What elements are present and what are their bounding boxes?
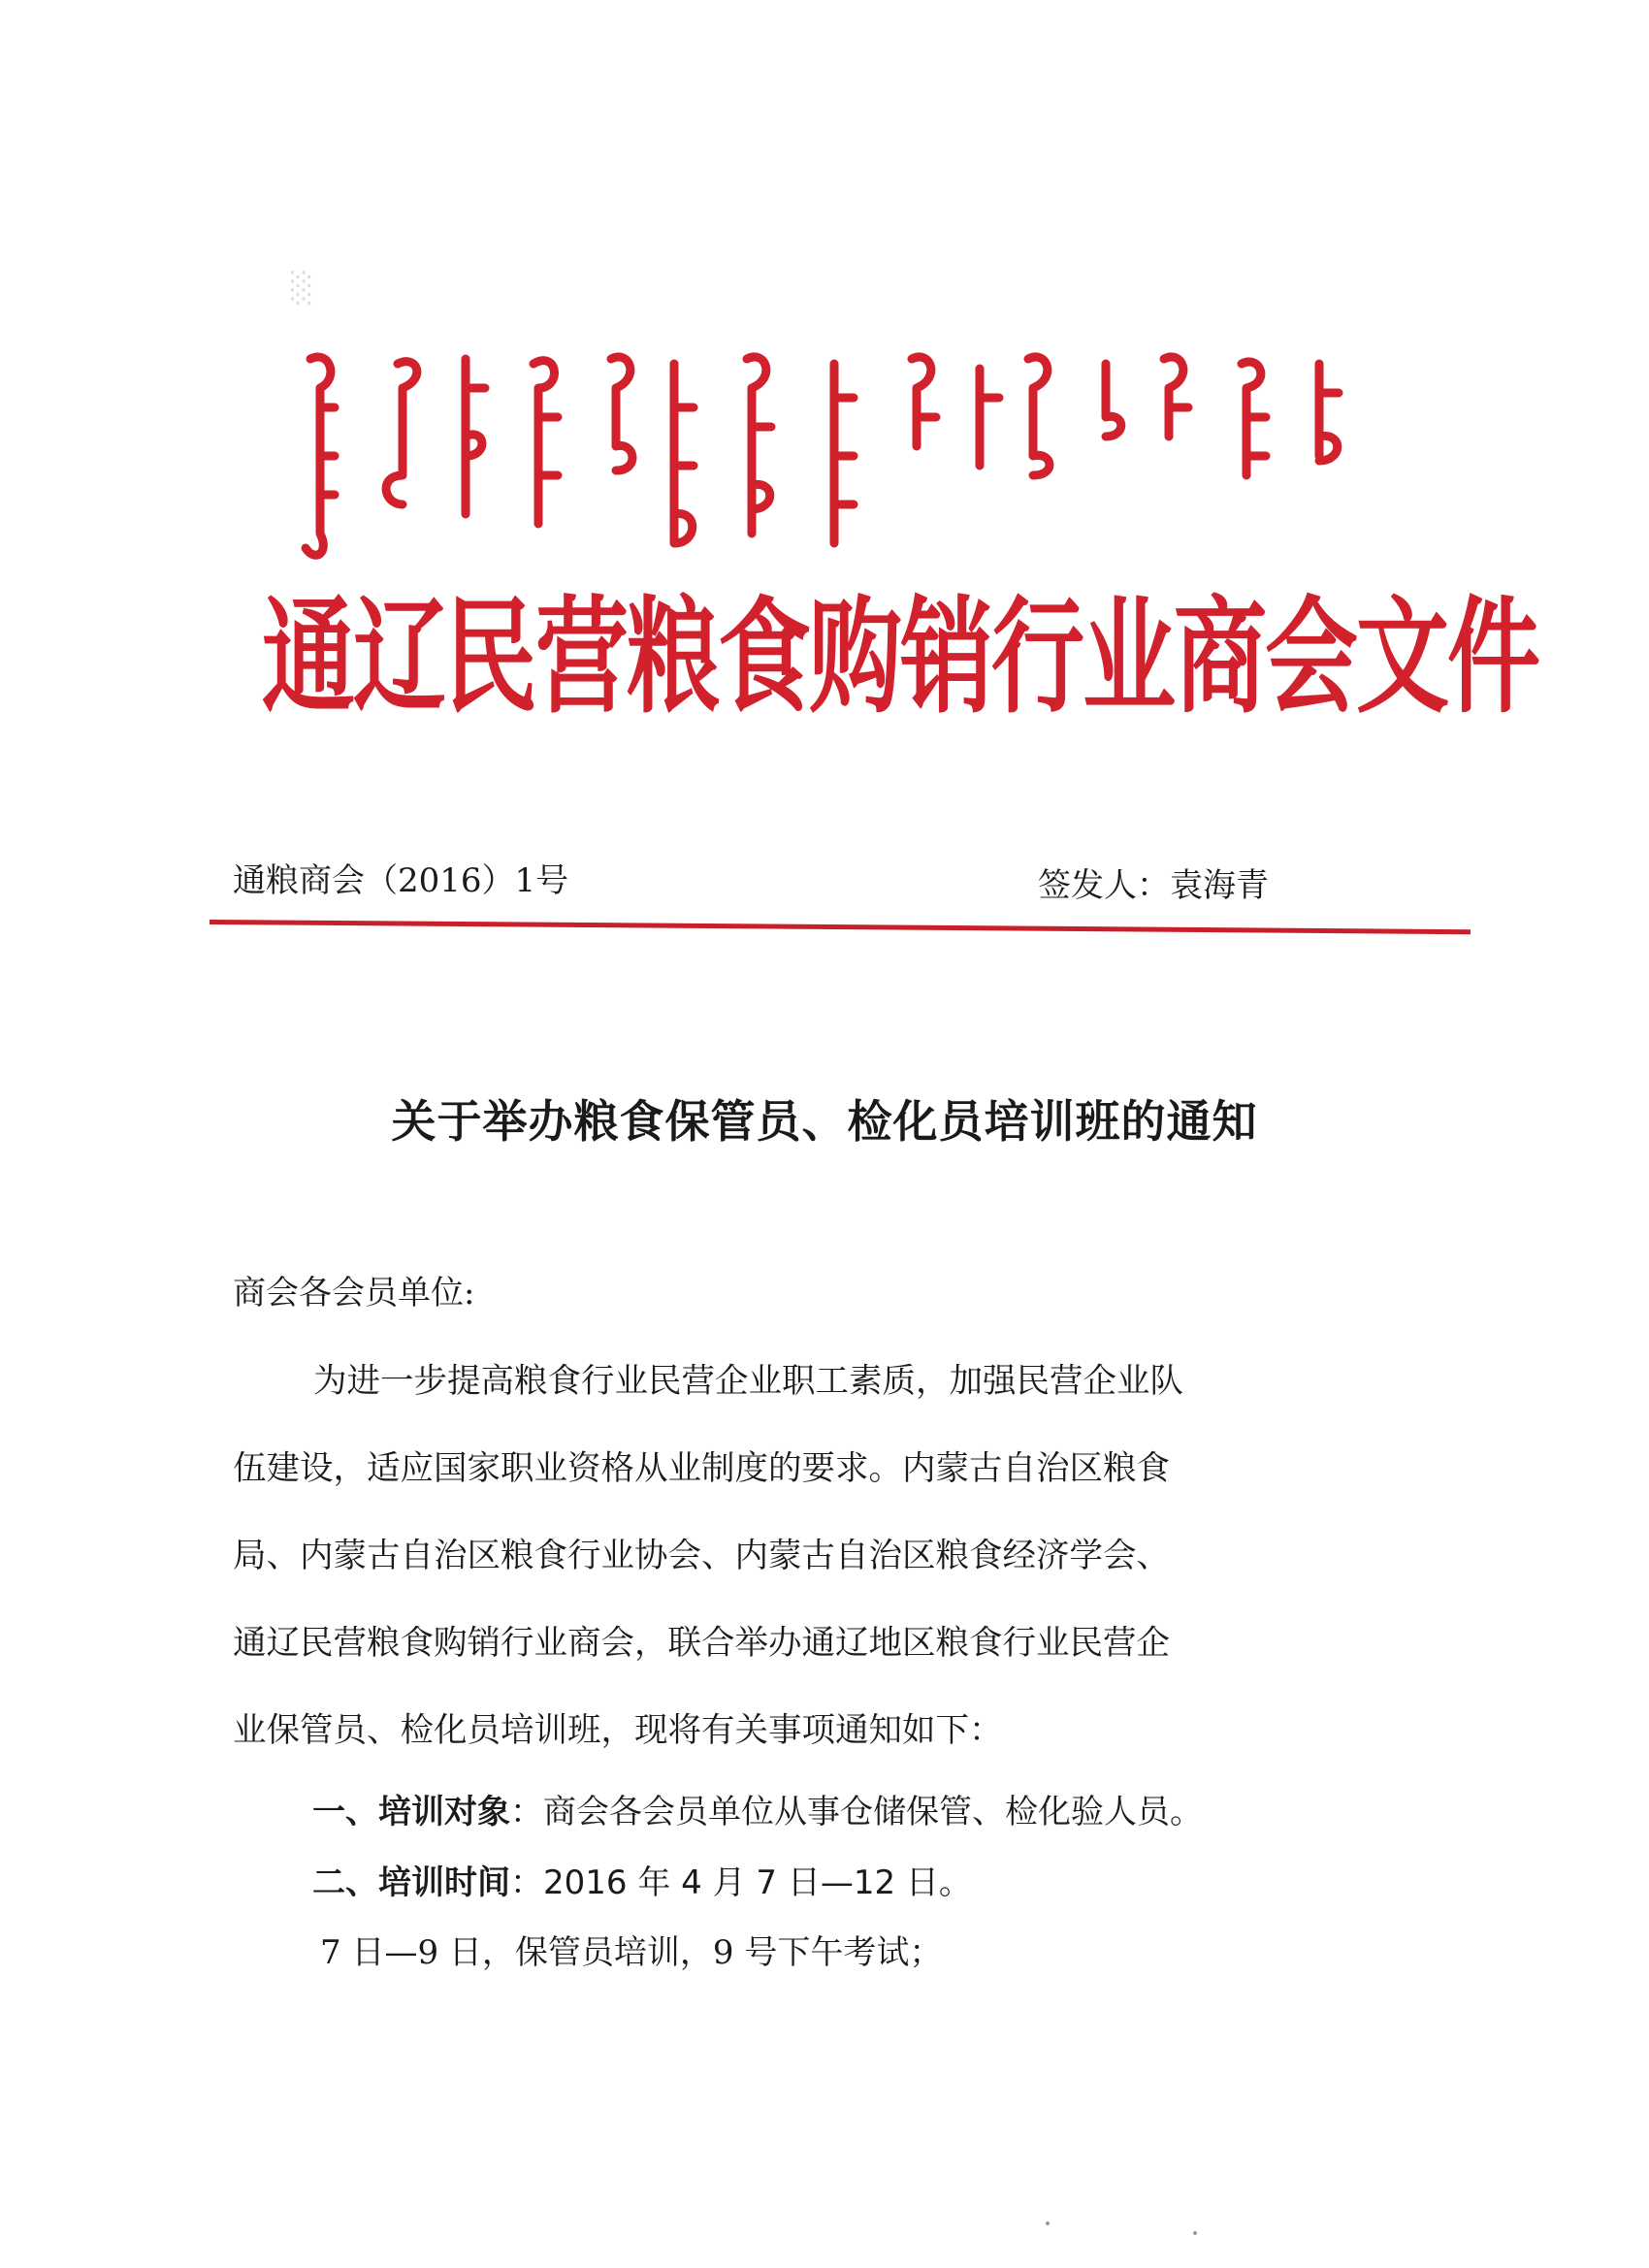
signer [1038, 859, 1269, 906]
salutation: 商会各会员单位: [233, 1274, 475, 1312]
paragraph-line: 通辽民营粮食购销行业商会，联合举办通辽地区粮食行业民营企 [233, 1624, 1170, 1663]
section-text: ：2016 年 4 月 7 日—12 日。 [510, 1863, 972, 1902]
section-training-target [312, 1785, 1203, 1832]
signer-name: 袁海青 [1170, 866, 1269, 905]
scan-speck [1193, 2231, 1197, 2235]
signer-label: 签发人： [1038, 866, 1170, 905]
mongolian-script-title [291, 349, 1397, 572]
document-number: 通粮商会（2016）1号 [233, 861, 569, 900]
section-training-time [312, 1856, 972, 1903]
paragraph-line: 为进一步提高粮食行业民营企业职工素质，加强民营企业队 [313, 1362, 1183, 1401]
notice-title: 关于举办粮食保管员、检化员培训班的通知 [391, 1095, 1258, 1148]
header-divider-rule [210, 920, 1471, 934]
organization-document-title: 通辽民营粮食购销行业商会文件 [262, 584, 1538, 731]
section-label: 一、培训对象 [312, 1793, 510, 1831]
paragraph-line: 业保管员、检化员培训班，现将有关事项通知如下： [233, 1711, 1003, 1750]
bleed-through: ░ [291, 272, 314, 306]
paragraph-line: 局、内蒙古自治区粮食行业协会、内蒙古自治区粮食经济学会、 [233, 1537, 1170, 1575]
paragraph-line: 伍建设，适应国家职业资格从业制度的要求。内蒙古自治区粮食 [233, 1449, 1170, 1488]
scan-speck [1046, 2221, 1050, 2225]
mongolian-script-graphic [291, 349, 1397, 572]
section-text: ：商会各会员单位从事仓储保管、检化验人员。 [510, 1793, 1203, 1831]
section-label: 二、培训时间 [312, 1863, 510, 1902]
schedule-line: 7 日—9 日，保管员培训，9 号下午考试； [320, 1933, 943, 1972]
